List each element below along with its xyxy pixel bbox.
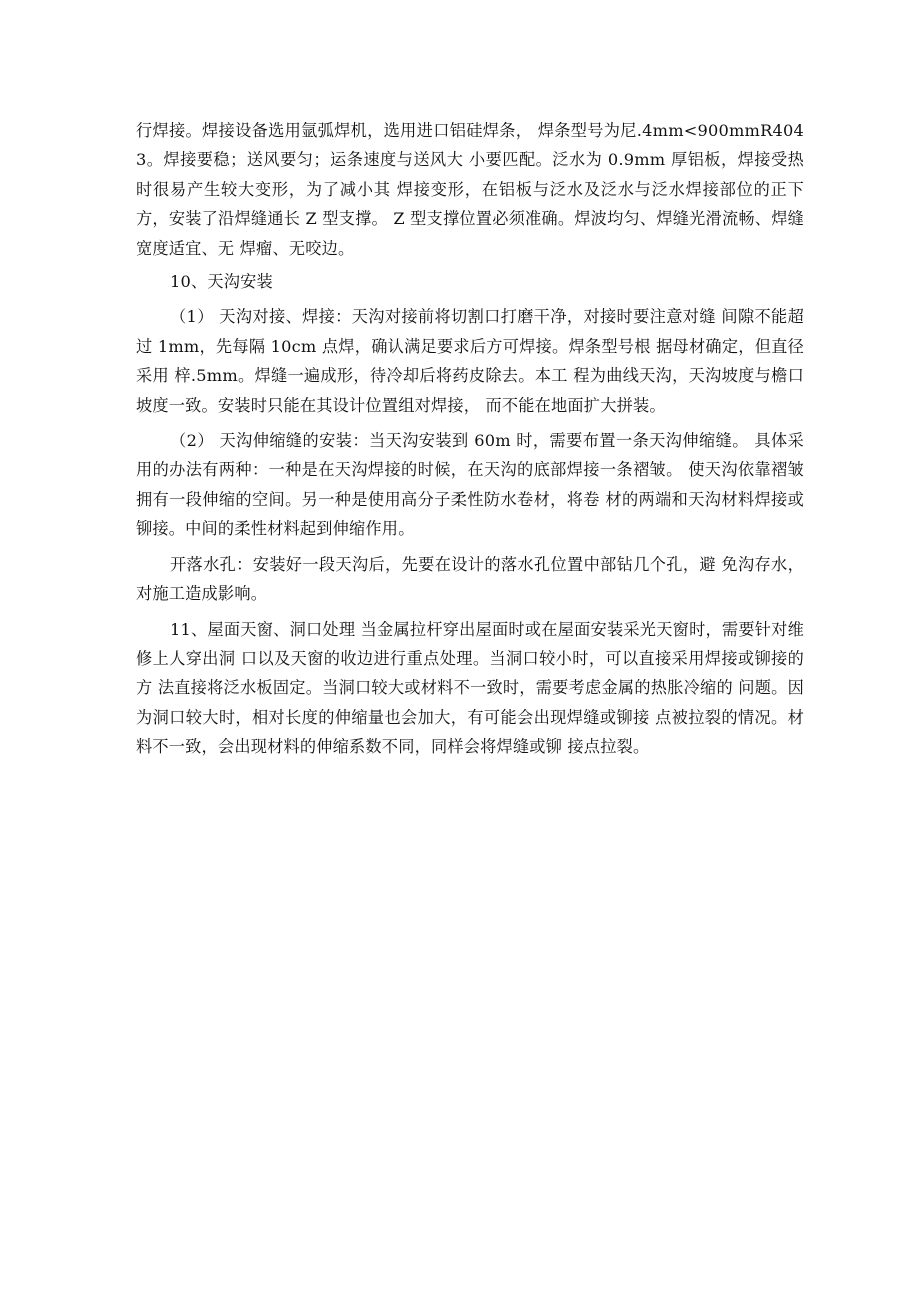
section-heading-gutter-installation: 10、天沟安装 (170, 272, 273, 292)
paragraph-gutter-expansion-joint: （2） 天沟伸缩缝的安装：当天沟安装到 60m 时，需要布置一条天沟伸缩缝。 具体采用的办法有两种：一种是在天沟焊接的时候，在天沟的底部焊接一条褶皱。 使天沟依靠褶皱拥有一段伸缩的空间。另一种是使用高分子柔性防水卷材，将卷 材的两端和天沟材料焊接或铆接。中间的柔性材料起到伸缩作用。 (136, 431, 804, 539)
paragraph-welding-process: 行焊接。焊接设备选用氩弧焊机，选用进口铝硅焊条， 焊条型号为尼.4mm<900mmR4043。焊接要稳；送风要匀；运条速度与送风大 小要匹配。泛水为 0.9mm 厚铝板，焊接受热时很易产生较大变形，为了减小其 焊接变形，在铝板与泛水及泛水与泛水焊接部位的正下方，安装了沿焊缝通长 Z 型支撑。 Z 型支撑位置必须准确。焊波均匀、焊缝光滑流畅、焊缝宽度适宜、无 焊瘤、无咬边。 (136, 121, 804, 258)
document-body (136, 116, 804, 768)
paragraph-skylight-openings: 11、屋面天窗、洞口处理 当金属拉杆穿出屋面时或在屋面安装采光天窗时，需要针对维修上人穿出洞 口以及天窗的收边进行重点处理。当洞口较小时，可以直接采用焊接或铆接的方 法直接将泛水板固定。当洞口较大或材料不一致时，需要考虑金属的热胀冷缩的 问题。因为洞口较大时，相对长度的伸缩量也会加大，有可能会出现焊缝或铆接 点被拉裂的情况。材料不一致，会出现材料的伸缩系数不同，同样会将焊缝或铆 接点拉裂。 (136, 619, 804, 757)
paragraph-gutter-butt-welding: （1） 天沟对接、焊接：天沟对接前将切割口打磨干净，对接时要注意对缝 间隙不能超过 1mm，先每隔 10cm 点焊，确认满足要求后方可焊接。焊条型号根 据母材确定，但直径采用 梓.5mm。焊缝一遍成形，待冷却后将药皮除去。本工 程为曲线天沟，天沟坡度与檐口坡度一致。安装时只能在其设计位置组对焊接， 而不能在地面扩大拼装。 (136, 307, 804, 415)
paragraph-drain-holes: 开落水孔：安装好一段天沟后，先要在设计的落水孔位置中部钻几个孔，避 免沟存水，对施工造成影响。 (136, 554, 804, 604)
